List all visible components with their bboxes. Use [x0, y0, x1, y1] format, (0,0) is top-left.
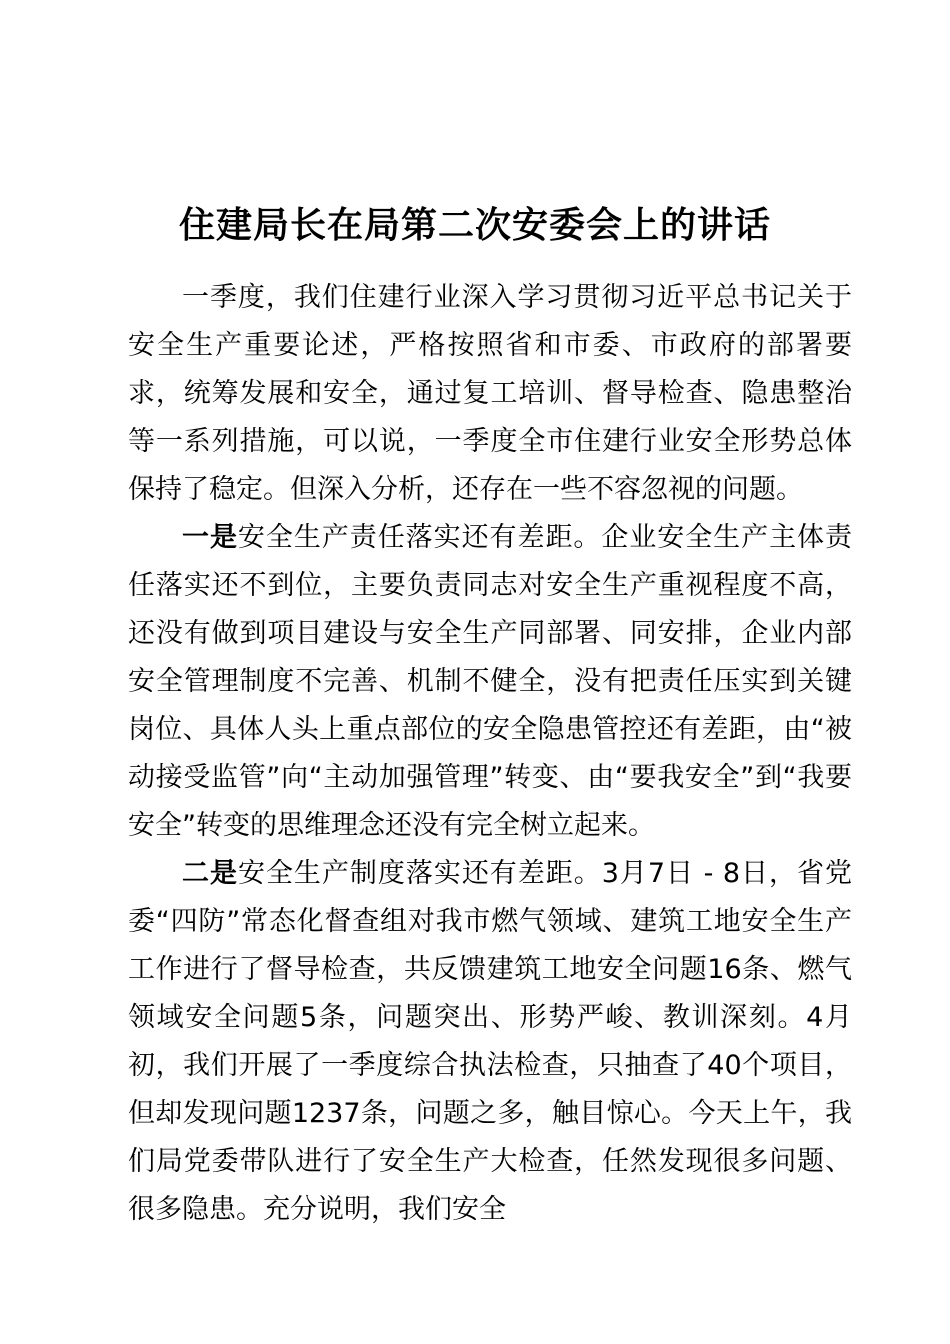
- paragraph-point-two: [128, 850, 852, 1234]
- paragraph-text: 安全生产制度落实还有差距。3月7日 - 8日，省党委“四防”常态化督查组对我市燃气领域、建筑工地安全生产工作进行了督导检查，共反馈建筑工地安全问题16条、燃气领域安全问题5条，问题突出、形势严峻、教训深刻。4月初，我们开展了一季度综合执法检查，只抽查了40个项目，但却发现问题1237条，问题之多，触目惊心。今天上午，我们局党委带队进行了安全生产大检查，任然发现很多问题、很多隐患。充分说明，我们安全: [128, 858, 852, 1225]
- paragraph-intro: [128, 274, 852, 514]
- paragraph-text: 一季度，我们住建行业深入学习贯彻习近平总书记关于安全生产重要论述，严格按照省和市委、市政府的部署要求，统筹发展和安全，通过复工培训、督导检查、隐患整治等一系列措施，可以说，一季度全市住建行业安全形势总体保持了稳定。但深入分析，还存在一些不容忽视的问题。: [128, 282, 852, 505]
- paragraph-lead: 一是: [182, 522, 238, 553]
- paragraph-lead: 二是: [182, 858, 238, 889]
- paragraph-text: 安全生产责任落实还有差距。企业安全生产主体责任落实还不到位，主要负责同志对安全生产重视程度不高，还没有做到项目建设与安全生产同部署、同安排，企业内部安全管理制度不完善、机制不健全，没有把责任压实到关键岗位、具体人头上重点部位的安全隐患管控还有差距，由“被动接受监管”向“主动加强管理”转变、由“要我安全”到“我要安全”转变的思维理念还没有完全树立起来。: [128, 522, 853, 841]
- document-body: [128, 274, 852, 1234]
- paragraph-point-one: [128, 514, 852, 850]
- document-title: 住建局长在局第二次安委会上的讲话: [178, 205, 771, 246]
